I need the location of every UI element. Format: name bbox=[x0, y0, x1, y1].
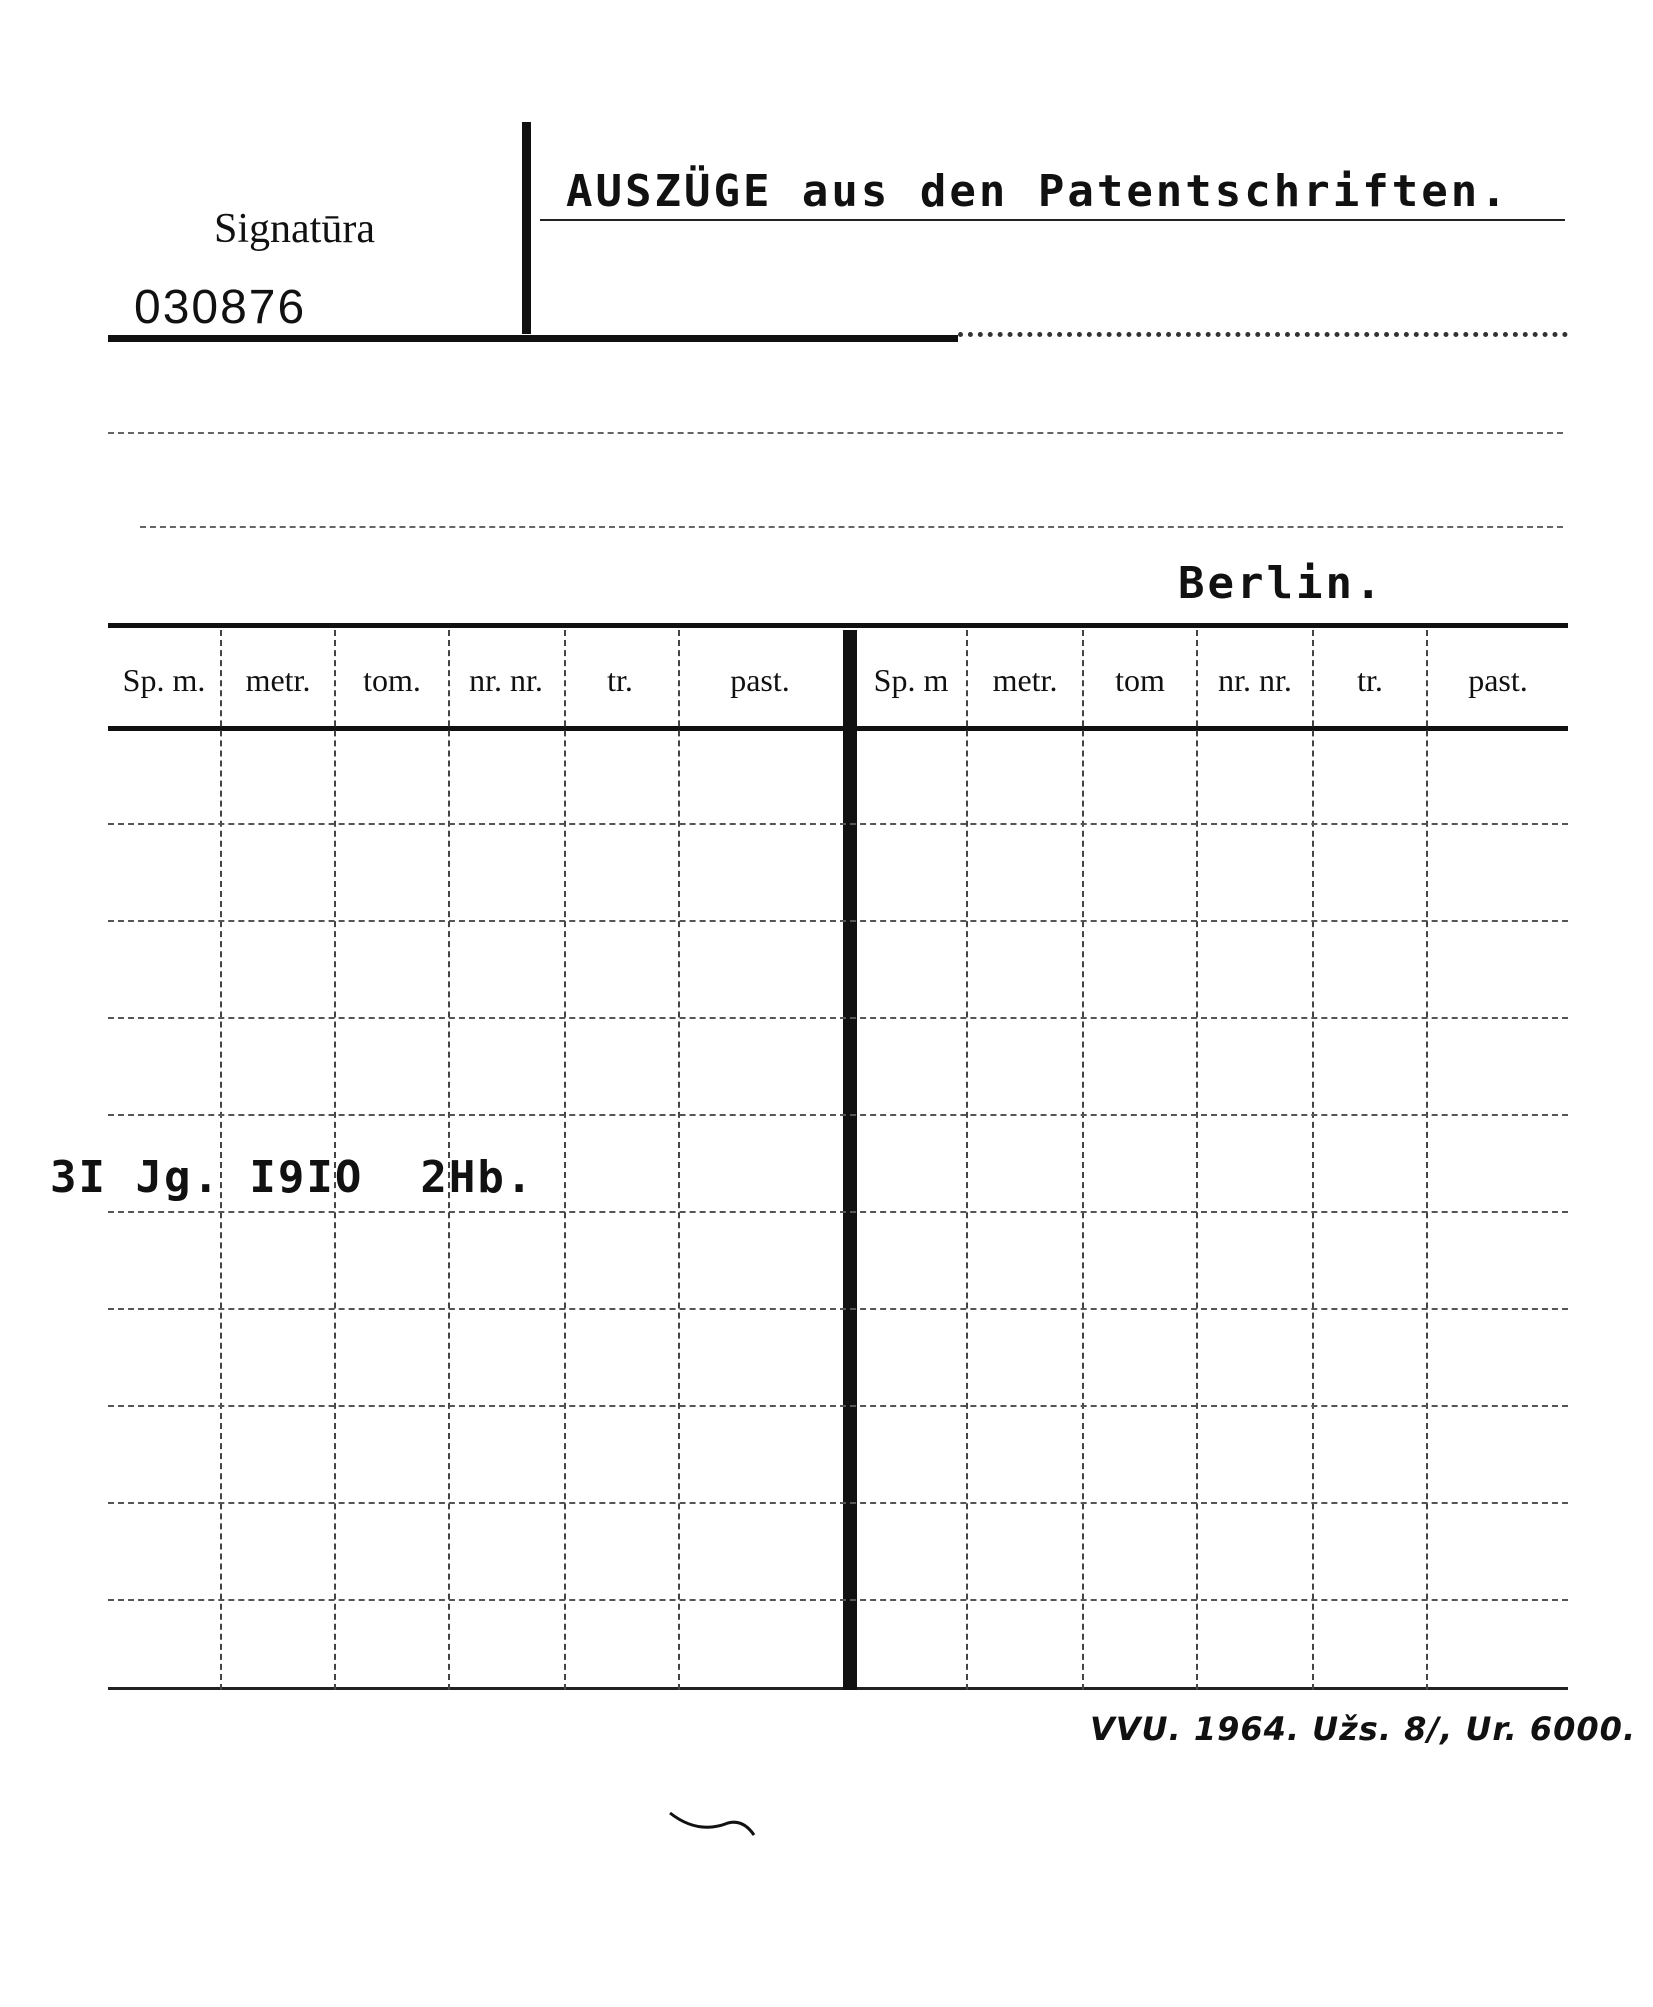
row-line bbox=[108, 823, 1568, 825]
col-header-nr-left: nr. nr. bbox=[469, 662, 543, 698]
col-header-tom-left: tom. bbox=[363, 662, 421, 698]
col-header-tr-left: tr. bbox=[607, 662, 633, 698]
signature-number: 030876 bbox=[134, 281, 307, 334]
col-header-tr-right: tr. bbox=[1357, 662, 1383, 698]
col-header-metr-right: metr. bbox=[992, 662, 1058, 698]
column-line bbox=[1426, 630, 1428, 1690]
column-line bbox=[1082, 630, 1084, 1690]
row-line bbox=[108, 1308, 1568, 1310]
title-underline bbox=[540, 219, 1565, 221]
printer-note: VVU. 1964. Užs. 8/, Ur. 6000. bbox=[1090, 1710, 1637, 1748]
table-bottom-rule bbox=[108, 1687, 1568, 1690]
col-header-tom-right: tom bbox=[1115, 662, 1165, 698]
column-line bbox=[678, 630, 680, 1690]
place-of-publication: Berlin. bbox=[1178, 558, 1385, 609]
row-line bbox=[108, 1405, 1568, 1407]
table-header-rule bbox=[108, 726, 1568, 731]
col-header-sp-m-left: Sp. m. bbox=[122, 662, 206, 698]
col-header-past-right: past. bbox=[1468, 662, 1528, 698]
row-line bbox=[108, 1114, 1568, 1116]
table-middle-divider bbox=[843, 630, 851, 1690]
card-title: AUSZÜGE aus den Patentschriften. bbox=[566, 166, 1510, 217]
column-line bbox=[966, 630, 968, 1690]
col-header-past-left: past. bbox=[730, 662, 790, 698]
header-rule-dotted bbox=[958, 332, 1568, 337]
column-line bbox=[1196, 630, 1198, 1690]
table-top-rule bbox=[108, 623, 1568, 628]
header-divider bbox=[522, 122, 531, 334]
col-header-nr-right: nr. nr. bbox=[1218, 662, 1292, 698]
column-line bbox=[564, 630, 566, 1690]
row-line bbox=[108, 1599, 1568, 1601]
signature-label: Signatūra bbox=[214, 206, 375, 252]
column-line bbox=[1312, 630, 1314, 1690]
blank-line bbox=[108, 432, 1563, 434]
col-header-sp-m-right: Sp. m bbox=[873, 662, 949, 698]
row-line bbox=[108, 1502, 1568, 1504]
header-rule bbox=[108, 335, 958, 342]
row-line bbox=[108, 1017, 1568, 1019]
col-header-metr-left: metr. bbox=[245, 662, 311, 698]
row-line bbox=[108, 920, 1568, 922]
holdings-entry: 3I Jg. I9IO 2Hb. bbox=[50, 1152, 535, 1203]
stray-mark-icon bbox=[668, 1805, 758, 1845]
blank-line bbox=[140, 526, 1563, 528]
row-line bbox=[108, 1211, 1568, 1213]
